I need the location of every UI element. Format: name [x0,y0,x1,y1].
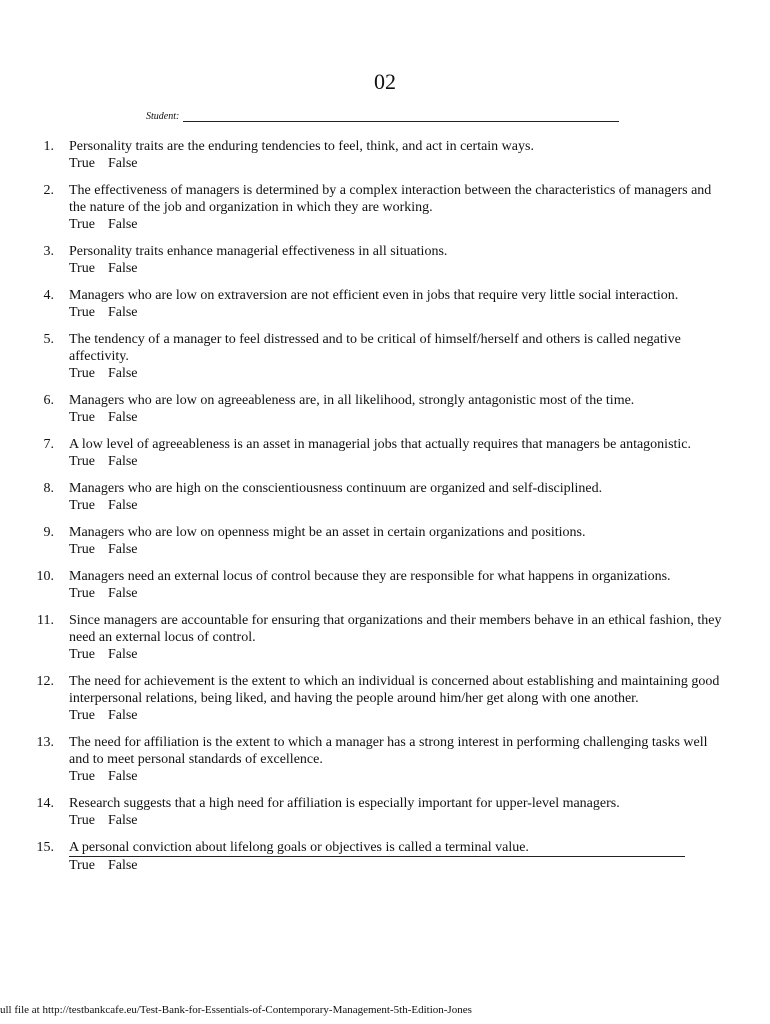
question-item [36,392,726,426]
question-item [36,331,726,382]
question-text: Research suggests that a high need for affiliation is especially important for upper-level managers. [69,796,620,811]
true-false-options [69,453,726,470]
question-text: Personality traits are the enduring tendencies to feel, think, and act in certain ways. [69,139,534,154]
true-false-options [69,585,726,602]
question-number: 8. [43,481,54,496]
question-number: 10. [36,569,54,584]
option-true[interactable]: True [69,813,95,828]
true-false-options [69,155,726,172]
option-false[interactable]: False [107,366,138,381]
option-true[interactable]: True [69,410,95,425]
question-item [36,673,726,724]
option-true[interactable]: True [69,305,95,320]
question-item [36,480,726,514]
question-number: 9. [43,525,54,540]
question-item [36,612,726,663]
option-false[interactable]: False [107,542,138,557]
page-title: 02 [374,69,396,94]
option-false[interactable]: False [107,586,138,601]
footer-source-link[interactable]: ull file at http://testbankcafe.eu/Test-Bank-for-Essentials-of-Contemporary-Management-5th-Edition-Jones [0,1004,472,1016]
question-item [36,138,726,172]
true-false-options [69,365,726,382]
question-number: 11. [37,613,54,628]
question-number: 14. [36,796,54,811]
question-item [36,734,726,785]
option-false[interactable]: False [107,454,138,469]
option-false[interactable]: False [107,813,138,828]
student-name-line[interactable] [183,111,619,122]
option-true[interactable]: True [69,454,95,469]
question-item [36,568,726,602]
option-false[interactable]: False [107,156,138,171]
question-number: 13. [36,735,54,750]
question-number: 6. [43,393,54,408]
question-number: 7. [43,437,54,452]
option-true[interactable]: True [69,261,95,276]
question-item [36,182,726,233]
option-true[interactable]: True [69,217,95,232]
question-number: 5. [43,332,54,347]
option-true[interactable]: True [69,769,95,784]
question-text: The effectiveness of managers is determined by a complex interaction between the characteristics of managers and the nature of the job and organization in which they are working. [69,183,712,215]
option-false[interactable]: False [107,708,138,723]
true-false-options [69,497,726,514]
option-false[interactable]: False [107,858,138,873]
question-number: 4. [43,288,54,303]
question-text: Managers who are low on agreeableness are, in all likelihood, strongly antagonistic most of the time. [69,393,635,408]
option-true[interactable]: True [69,498,95,513]
option-false[interactable]: False [107,769,138,784]
question-text: Managers need an external locus of control because they are responsible for what happens in organizations. [69,569,671,584]
option-true[interactable]: True [69,156,95,171]
question-text: The tendency of a manager to feel distressed and to be critical of himself/herself and others is called negative affectivity. [69,332,681,364]
option-true[interactable]: True [69,858,95,873]
question-text: The need for affiliation is the extent to which a manager has a strong interest in performing challenging tasks well and to meet personal standards of excellence. [69,735,708,767]
question-text: The need for achievement is the extent to which an individual is concerned about establishing and maintaining good interpersonal relations, being liked, and having the people around him/her get along with one another. [69,674,720,706]
question-list [36,138,726,884]
question-number: 12. [36,674,54,689]
question-item [36,287,726,321]
option-true[interactable]: True [69,542,95,557]
question-number: 3. [43,244,54,259]
question-item [36,839,726,874]
option-false[interactable]: False [107,305,138,320]
question-number: 2. [43,183,54,198]
true-false-options [69,216,726,233]
true-false-options [69,646,726,663]
true-false-options [69,857,726,874]
student-label: Student: [146,111,180,122]
option-true[interactable]: True [69,586,95,601]
option-false[interactable]: False [107,498,138,513]
true-false-options [69,304,726,321]
option-false[interactable]: False [107,261,138,276]
question-item [36,795,726,829]
option-true[interactable]: True [69,366,95,381]
option-true[interactable]: True [69,647,95,662]
true-false-options [69,409,726,426]
question-item [36,243,726,277]
question-text: Managers who are high on the conscientiousness continuum are organized and self-disciplined. [69,481,603,496]
question-item [36,524,726,558]
true-false-options [69,768,726,785]
true-false-options [69,541,726,558]
question-number: 1. [43,139,54,154]
option-false[interactable]: False [107,217,138,232]
question-number: 15. [36,840,54,855]
option-false[interactable]: False [107,410,138,425]
true-false-options [69,260,726,277]
question-text: Managers who are low on openness might be an asset in certain organizations and positions. [69,525,586,540]
question-text: A low level of agreeableness is an asset in managerial jobs that actually requires that managers be antagonistic. [69,437,692,452]
question-text: Managers who are low on extraversion are not efficient even in jobs that require very little social interaction. [69,288,679,303]
true-false-options [69,812,726,829]
student-field [146,111,619,122]
option-false[interactable]: False [107,647,138,662]
question-text: Personality traits enhance managerial effectiveness in all situations. [69,244,448,259]
question-item [36,436,726,470]
question-text: Since managers are accountable for ensuring that organizations and their members behave in an ethical fashion, they need an external locus of control. [69,613,722,645]
true-false-options [69,707,726,724]
question-text: A personal conviction about lifelong goals or objectives is called a terminal value. [69,839,685,857]
option-true[interactable]: True [69,708,95,723]
